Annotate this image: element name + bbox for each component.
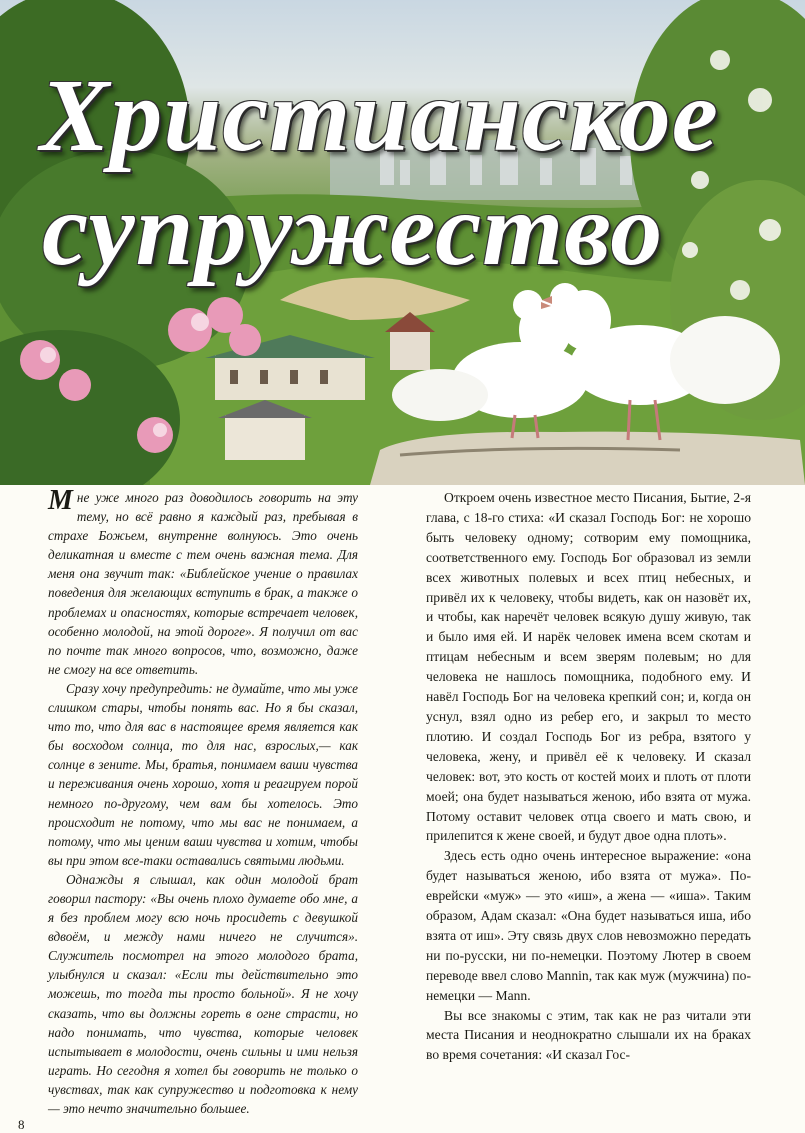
left-paragraph-3: Однажды я слышал, как один молодой брат говорил пастору: «Вы очень плохо думаете обо мне, а я без проблем могу всю ночь просидеть с девушкой вдвоём, и между нами ничего не случится». Служитель посмотрел на этого молодого брата, улыбнулся и сказал: «Если ты действительно это можешь, то тогда ты просто больной». Я не хочу сказать, что вы должны гореть в огне страсти, но надо понимать, что чувства, которые человек испытывает в молодости, очень сильны и ими нельзя играть. Но сегодня я хотел бы говорить не только о чувствах, так как супружество и подготовка к нему — это нечто значительно большее. [48, 871, 358, 1116]
page-number: 8 [18, 1117, 25, 1132]
right-text-column [426, 488, 751, 1065]
left-paragraph-2: Сразу хочу предупредить: не думайте, что мы уже слишком стары, чтобы понять вас. Но я бы сказал, что то, что для вас в настоящее время является как бы восходом солнца, то для нас, взрослых,— как солнце в зените. Мы, братья, понимаем ваши чувства и переживания очень хорошо, хотя и реагируем порой немного по-другому, чем вам бы хотелось. Это происходит не потому, что мы вас не понимаем, а потому, что мы ценим ваши чувства и хотим, чтобы вы при этом все-таки оставались святыми людьми. [48, 680, 358, 868]
right-paragraph-1: Откроем очень известное место Писания, Бытие, 2-я глава, с 18-го стиха: «И сказал Господь Бог: не хорошо быть человеку одному; сотворим ему помощника, соответственного ему. Господь Бог образовал из земли всех животных полевых и всех птиц небесных, и привёл их к человеку, чтобы видеть, как он назовёт их, и чтобы, как наречёт человек всякую душу живую, так и было имя ей. И нарёк человек имена всем скотам и птицам небесным и всем зверям полевым; но для человека не нашлось помощника, подобного ему. И навёл Господь Бог на человека крепкий сон; и, когда он уснул, взял одно из ребер его, и закрыл то место плотию. И создал Господь Бог из ребра, взятого у человека, жену, и привёл её к человеку. И сказал человек: вот, это кость от костей моих и плоть от плоти моей; она будет называться женою, ибо взята от мужа. Потому оставит человек отца своего и мать свою, и прилепится к жене своей, и будут двое одна плоть». [426, 490, 751, 844]
right-paragraph-2: Здесь есть одно очень интересное выражение: «она будет называться женою, ибо взята от мужа». По-еврейски «муж» — это «иш», а жена — «иша». Таким образом, Адам сказал: «Она будет называться иша, ибо взята от иш». Эту связь двух слов невозможно передать ни по-русски, ни по-немецки. Поэтому Лютер в своем переводе ввел слово Mannin, так как муж (мужчина) по-немецки — Mann. [426, 848, 751, 1003]
left-text-column [48, 485, 358, 1118]
drop-cap: М [48, 485, 73, 516]
left-paragraph-1 [48, 485, 358, 679]
title-line-1: Христианское [40, 58, 719, 173]
title-line-2: супружество [42, 172, 664, 287]
left-paragraph-1-text: не уже много раз доводилось говорить на эту тему, но всё равно я каждый раз, пребывая в страхе Божьем, внутренне волнуюсь. Это очень деликатная и вместе с тем очень важная тема. Для меня она звучит так: «Библейское учение о правилах поведения для желающих вступить в брак, а также о проблемах и опасностях, которые встречает человек, особенно молодой, на этой дороге». Я получил от вас по почте так много вопросов, что, возможно, даже не смогу на все ответить. [48, 490, 358, 677]
right-paragraph-3: Вы все знакомы с этим, так как не раз читали эти места Писания и неоднократно слышали их на браках во время сочетания: «И сказал Гос- [426, 1007, 751, 1063]
hero-photo [0, 0, 805, 485]
